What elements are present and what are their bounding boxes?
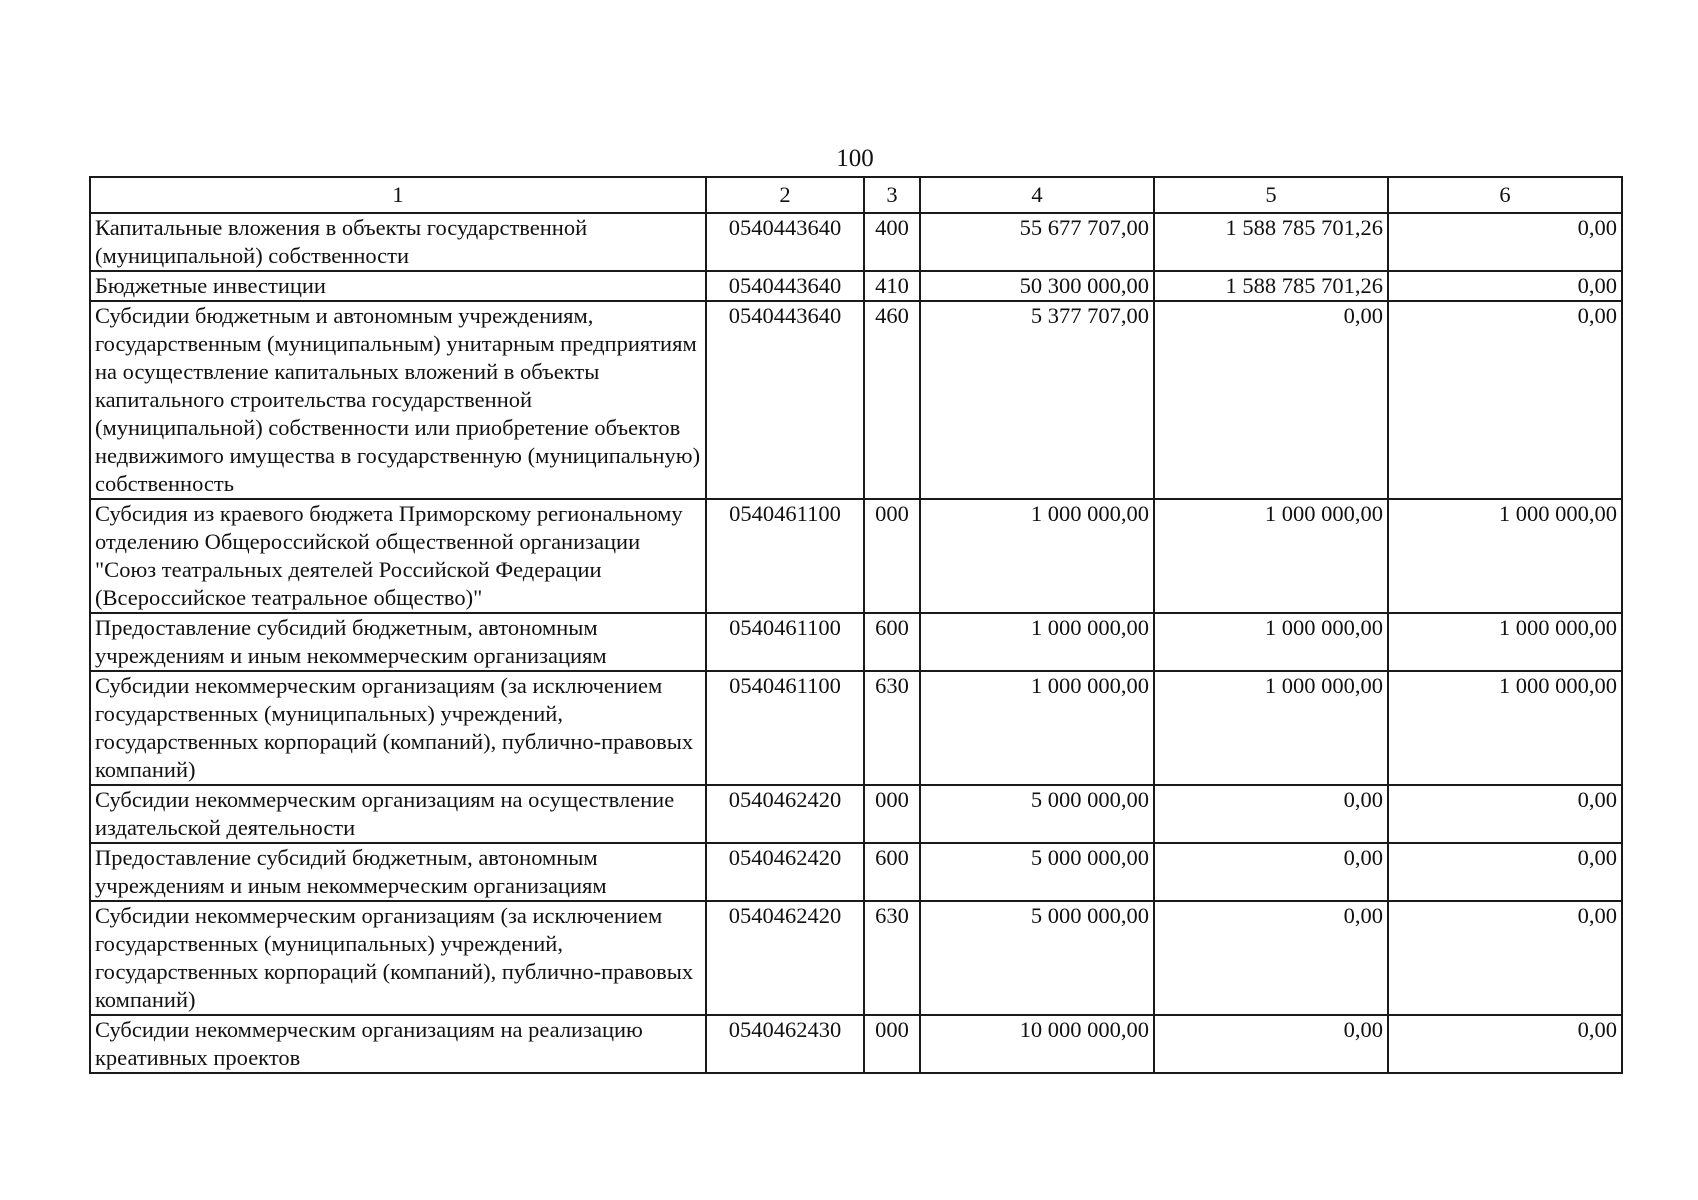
amount-cell-col6: 1 000 000,00 <box>1388 671 1622 785</box>
expense-type-code-cell: 400 <box>864 213 920 271</box>
budget-table <box>89 176 1623 1074</box>
amount-cell-col6: 0,00 <box>1388 901 1622 1015</box>
expense-name-cell: Капитальные вложения в объекты государственной (муниципальной) собственности <box>90 213 706 271</box>
target-article-code-cell: 0540462420 <box>706 785 864 843</box>
amount-cell-col5: 1 588 785 701,26 <box>1154 271 1388 301</box>
expense-type-code-cell: 460 <box>864 301 920 499</box>
table-row <box>90 271 1622 301</box>
amount-cell-col4: 5 000 000,00 <box>920 901 1154 1015</box>
target-article-code-cell: 0540462420 <box>706 843 864 901</box>
expense-name-cell: Предоставление субсидий бюджетным, автономным учреждениям и иным некоммерческим организациям <box>90 613 706 671</box>
table-body <box>90 213 1622 1073</box>
table-row <box>90 301 1622 499</box>
header-row <box>90 177 1622 213</box>
amount-cell-col6: 1 000 000,00 <box>1388 613 1622 671</box>
amount-cell-col4: 5 000 000,00 <box>920 843 1154 901</box>
table-row <box>90 671 1622 785</box>
expense-type-code-cell: 410 <box>864 271 920 301</box>
table-row <box>90 901 1622 1015</box>
expense-type-code-cell: 630 <box>864 671 920 785</box>
expense-type-code-cell: 000 <box>864 785 920 843</box>
target-article-code-cell: 0540461100 <box>706 613 864 671</box>
amount-cell-col5: 1 588 785 701,26 <box>1154 213 1388 271</box>
amount-cell-col4: 50 300 000,00 <box>920 271 1154 301</box>
amount-cell-col5: 0,00 <box>1154 1015 1388 1073</box>
amount-cell-col5: 1 000 000,00 <box>1154 671 1388 785</box>
amount-cell-col5: 0,00 <box>1154 301 1388 499</box>
amount-cell-col5: 0,00 <box>1154 785 1388 843</box>
table-row <box>90 499 1622 613</box>
target-article-code-cell: 0540443640 <box>706 213 864 271</box>
target-article-code-cell: 0540461100 <box>706 499 864 613</box>
table-row <box>90 613 1622 671</box>
amount-cell-col4: 5 000 000,00 <box>920 785 1154 843</box>
expense-type-code-cell: 630 <box>864 901 920 1015</box>
expense-name-cell: Субсидии некоммерческим организациям на реализацию креативных проектов <box>90 1015 706 1073</box>
amount-cell-col6: 0,00 <box>1388 213 1622 271</box>
amount-cell-col6: 0,00 <box>1388 843 1622 901</box>
expense-type-code-cell: 000 <box>864 499 920 613</box>
amount-cell-col6: 0,00 <box>1388 1015 1622 1073</box>
amount-cell-col6: 0,00 <box>1388 271 1622 301</box>
expense-type-code-cell: 600 <box>864 613 920 671</box>
table-row <box>90 785 1622 843</box>
expense-type-code-cell: 000 <box>864 1015 920 1073</box>
expense-name-cell: Субсидии некоммерческим организациям (за исключением государственных (муниципальных) учреждений, государственных корпораций (компаний), публично-правовых компаний) <box>90 901 706 1015</box>
column-header-2: 2 <box>706 177 864 213</box>
amount-cell-col4: 5 377 707,00 <box>920 301 1154 499</box>
expense-name-cell: Субсидии некоммерческим организациям на осуществление издательской деятельности <box>90 785 706 843</box>
target-article-code-cell: 0540461100 <box>706 671 864 785</box>
expense-name-cell: Субсидии бюджетным и автономным учреждениям, государственным (муниципальным) унитарным предприятиям на осуществление капитальных вложений в объекты капитального строительства государственной (муниципальной) собственности или приобретение объектов недвижимого имущества в государственную (муниципальную) собственность <box>90 301 706 499</box>
column-header-6: 6 <box>1388 177 1622 213</box>
column-header-1: 1 <box>90 177 706 213</box>
table-row <box>90 843 1622 901</box>
amount-cell-col6: 1 000 000,00 <box>1388 499 1622 613</box>
amount-cell-col5: 0,00 <box>1154 901 1388 1015</box>
expense-type-code-cell: 600 <box>864 843 920 901</box>
amount-cell-col4: 10 000 000,00 <box>920 1015 1154 1073</box>
expense-name-cell: Бюджетные инвестиции <box>90 271 706 301</box>
amount-cell-col6: 0,00 <box>1388 301 1622 499</box>
target-article-code-cell: 0540462420 <box>706 901 864 1015</box>
amount-cell-col4: 1 000 000,00 <box>920 613 1154 671</box>
amount-cell-col5: 0,00 <box>1154 843 1388 901</box>
amount-cell-col5: 1 000 000,00 <box>1154 613 1388 671</box>
table-row <box>90 213 1622 271</box>
target-article-code-cell: 0540462430 <box>706 1015 864 1073</box>
target-article-code-cell: 0540443640 <box>706 271 864 301</box>
amount-cell-col4: 1 000 000,00 <box>920 499 1154 613</box>
table-row <box>90 1015 1622 1073</box>
amount-cell-col5: 1 000 000,00 <box>1154 499 1388 613</box>
column-header-4: 4 <box>920 177 1154 213</box>
expense-name-cell: Субсидия из краевого бюджета Приморскому региональному отделению Общероссийской общественной организации "Союз театральных деятелей Российской Федерации (Всероссийское театральное общество)" <box>90 499 706 613</box>
target-article-code-cell: 0540443640 <box>706 301 864 499</box>
amount-cell-col4: 1 000 000,00 <box>920 671 1154 785</box>
expense-name-cell: Субсидии некоммерческим организациям (за исключением государственных (муниципальных) учреждений, государственных корпораций (компаний), публично-правовых компаний) <box>90 671 706 785</box>
amount-cell-col4: 55 677 707,00 <box>920 213 1154 271</box>
page-number: 100 <box>836 145 874 172</box>
column-header-5: 5 <box>1154 177 1388 213</box>
amount-cell-col6: 0,00 <box>1388 785 1622 843</box>
column-header-3: 3 <box>864 177 920 213</box>
expense-name-cell: Предоставление субсидий бюджетным, автономным учреждениям и иным некоммерческим организациям <box>90 843 706 901</box>
